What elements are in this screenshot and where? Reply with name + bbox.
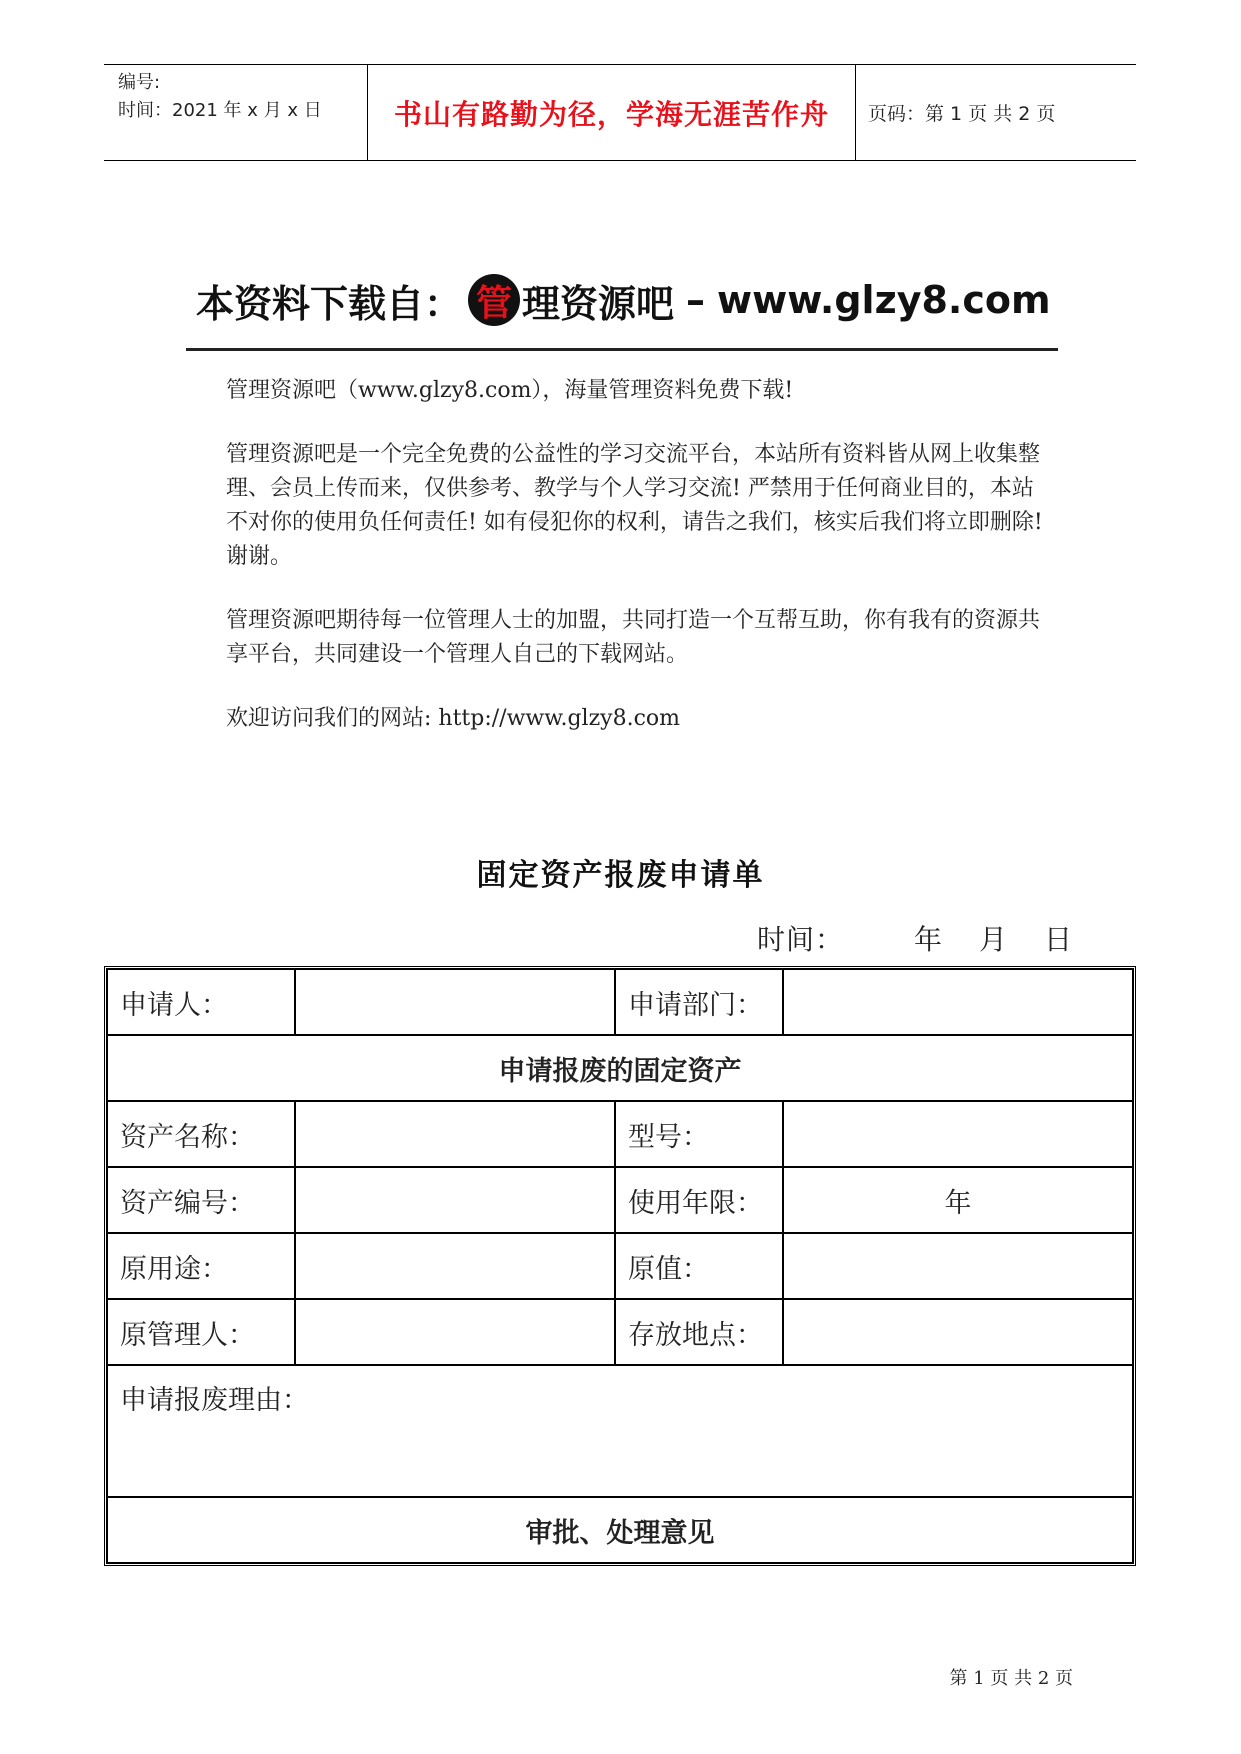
original-value-label: 原值： — [615, 1233, 783, 1299]
page-header — [104, 64, 1136, 161]
banner-dash: – — [686, 278, 706, 322]
original-use-field[interactable] — [295, 1233, 615, 1299]
table-row — [107, 1101, 1133, 1167]
intro-text — [226, 374, 1046, 766]
asset-name-field[interactable] — [295, 1101, 615, 1167]
form-title: 固定资产报废申请单 — [476, 858, 765, 893]
download-banner — [196, 272, 1056, 328]
header-meta — [118, 69, 368, 125]
header-divider — [855, 65, 856, 160]
intro-paragraph: 管理资源吧期待每一位管理人士的加盟，共同打造一个互帮互助，你有我有的资源共享平台，共同建设一个管理人自己的下载网站。 — [226, 608, 1041, 667]
banner-prefix: 本资料下载自： — [196, 281, 463, 326]
scrap-reason-field[interactable]: 申请报废理由： — [107, 1365, 1133, 1497]
table-row — [107, 1233, 1133, 1299]
original-value-field[interactable] — [783, 1233, 1133, 1299]
applicant-label: 申请人： — [107, 969, 295, 1035]
site-logo-icon — [468, 274, 520, 326]
header-motto: 书山有路勤为径，学海无涯苦作舟 — [393, 97, 829, 131]
date-day: 日 — [1043, 923, 1073, 956]
department-field[interactable] — [783, 969, 1133, 1035]
original-manager-label: 原管理人： — [107, 1299, 295, 1365]
service-life-field[interactable]: 年 — [783, 1167, 1133, 1233]
document-number-label: 编号: — [118, 72, 161, 93]
banner-site-url[interactable]: www.glzy8.com — [717, 278, 1051, 322]
table-row — [107, 1497, 1133, 1563]
approval-section-heading: 审批、处理意见 — [107, 1497, 1133, 1563]
header-page-info: 页码：第 1 页 共 2 页 — [868, 103, 1056, 125]
storage-location-label: 存放地点： — [615, 1299, 783, 1365]
asset-number-field[interactable] — [295, 1167, 615, 1233]
asset-name-label: 资产名称： — [107, 1101, 295, 1167]
table-row — [107, 1167, 1133, 1233]
intro-paragraph: 管理资源吧是一个完全免费的公益性的学习交流平台，本站所有资料皆从网上收集整理、会员上传而来，仅供参考、教学与个人学习交流! 严禁用于任何商业目的，本站不对你的使用负任何责任! 如有侵犯你的权利，请告之我们，核实后我们将立即删除! 谢谢。 — [226, 442, 1043, 569]
applicant-field[interactable] — [295, 969, 615, 1035]
original-use-label: 原用途： — [107, 1233, 295, 1299]
assets-section-heading: 申请报废的固定资产 — [107, 1035, 1133, 1101]
date-label: 时间： — [756, 923, 844, 956]
intro-website[interactable]: 欢迎访问我们的网站: http://www.glzy8.com — [226, 706, 681, 731]
model-label: 型号： — [615, 1101, 783, 1167]
form-date — [757, 918, 1073, 958]
model-field[interactable] — [783, 1101, 1133, 1167]
table-row — [107, 1035, 1133, 1101]
document-time: 时间：2021 年 x 月 x 日 — [118, 100, 322, 121]
logo-char: 管 — [476, 282, 513, 324]
banner-divider — [186, 348, 1058, 351]
table-row — [107, 1365, 1133, 1497]
storage-location-field[interactable] — [783, 1299, 1133, 1365]
table-row — [107, 1299, 1133, 1365]
banner-site-name: 理资源吧 — [522, 281, 675, 326]
date-month: 月 — [978, 923, 1008, 956]
asset-number-label: 资产编号： — [107, 1167, 295, 1233]
table-row — [107, 969, 1133, 1035]
scrap-application-table — [104, 966, 1136, 1566]
service-life-label: 使用年限： — [615, 1167, 783, 1233]
page-footer: 第 1 页 共 2 页 — [949, 1668, 1073, 1689]
department-label: 申请部门： — [615, 969, 783, 1035]
date-year: 年 — [913, 923, 943, 956]
intro-paragraph: 管理资源吧（www.glzy8.com），海量管理资料免费下载! — [226, 378, 794, 403]
original-manager-field[interactable] — [295, 1299, 615, 1365]
